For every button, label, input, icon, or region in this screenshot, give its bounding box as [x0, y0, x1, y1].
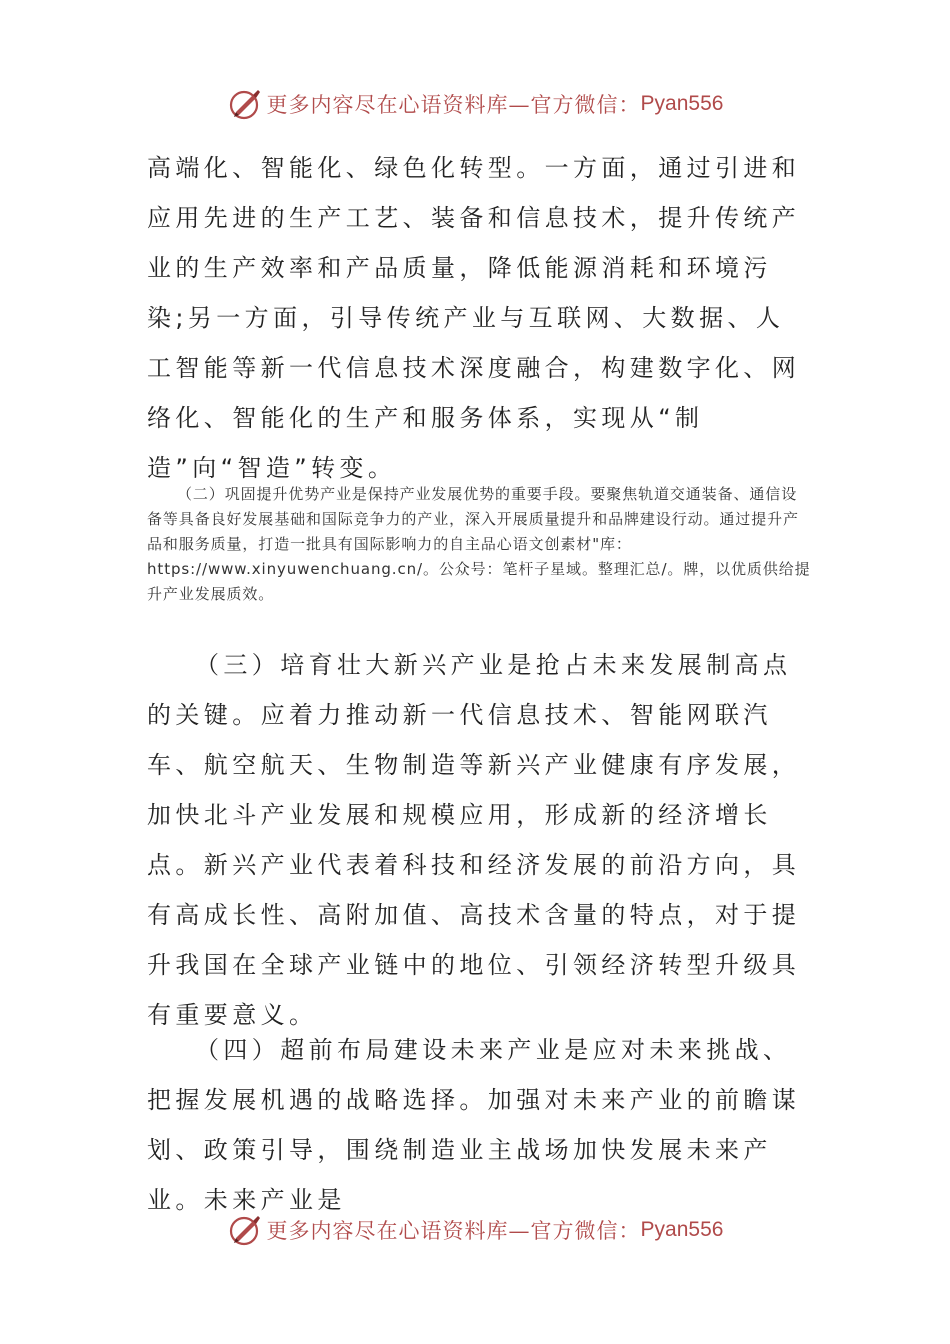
banner-text: 更多内容尽在心语资料库—官方微信：: [266, 93, 641, 117]
paragraph-transformation: 高端化、智能化、绿色化转型。一方面，通过引进和应用先进的生产工艺、装备和信息技术，提升传统产业的生产效率和产品质量，降低能源消耗和环境污染;另一方面，引导传统产业与互联网、大数据、人工智能等新一代信息技术深度融合，构建数字化、网络化、智能化的生产和服务体系，实现从“制造”向“智造”转变。: [147, 154, 801, 482]
paragraph-emerging-industries: （三）培育壮大新兴产业是抢占未来发展制高点的关键。应着力推动新一代信息技术、智能网联汽车、航空航天、生物制造等新兴产业健康有序发展，加快北斗产业发展和规模应用，形成新的经济增长点。新兴产业代表着科技和经济发展的前沿方向，具有高成长性、高附加值、高技术含量的特点，对于提升我国在全球产业链中的地位、引领经济转型升级具有重要意义。: [147, 651, 801, 1029]
footer-banner: [0, 1210, 950, 1250]
paragraph-advantage-industries: （二）巩固提升优势产业是保持产业发展优势的重要手段。要聚焦轨道交通装备、通信设备等具备良好发展基础和国际竞争力的产业，深入开展质量提升和品牌建设行动。通过提升产品和服务质量，打造一批具有国际影响力的自主品心语文创素材"库：https://www.xinyuwenchuang.cn/。公众号：笔杆子星域。整理汇总/。牌，以优质供给提升产业发展质效。: [147, 485, 811, 603]
paragraph-future-industries: （四）超前布局建设未来产业是应对未来挑战、把握发展机遇的战略选择。加强对未来产业的前瞻谋划、政策引导，围绕制造业主战场加快发展未来产业。未来产业是: [147, 1036, 801, 1214]
banner-wechat-id: Pyan556: [640, 92, 724, 115]
header-banner: [0, 84, 950, 124]
pen-logo-icon: [227, 86, 263, 122]
banner-wechat-id: Pyan556: [640, 1218, 724, 1241]
pen-logo-icon: [227, 1212, 263, 1248]
banner-text: 更多内容尽在心语资料库—官方微信：: [266, 1219, 641, 1243]
